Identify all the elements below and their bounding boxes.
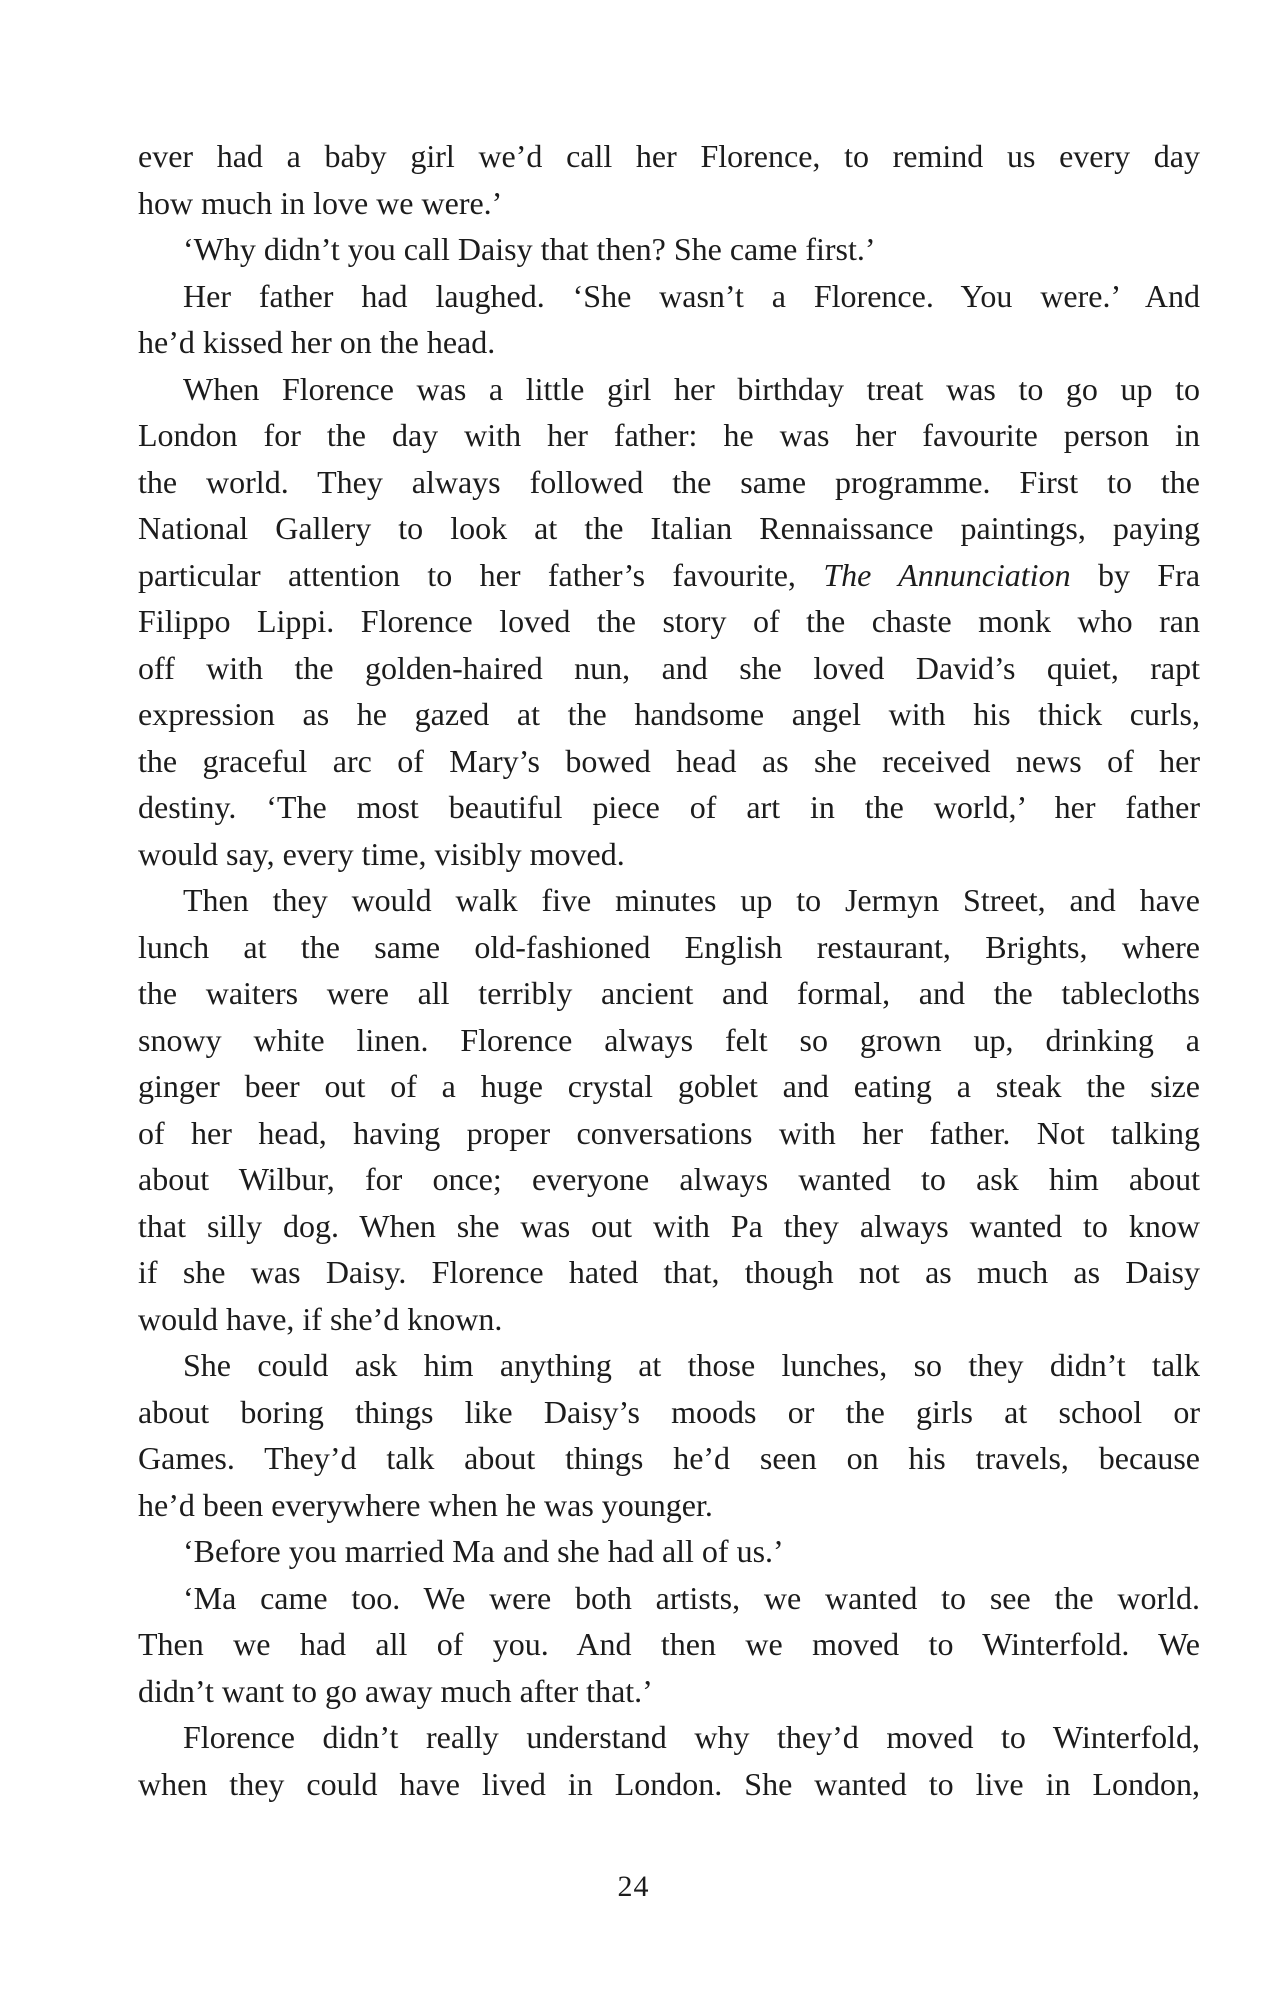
text-line: off with the golden-haired nun, and she loved David’s quiet, rapt bbox=[138, 649, 1200, 686]
text-line: he’d been everywhere when he was younger. bbox=[138, 1486, 713, 1523]
text-line: ginger beer out of a huge crystal goblet and eating a steak the size bbox=[138, 1068, 1200, 1104]
text-line: ‘Ma came too. We were both artists, we wanted to see the world. bbox=[183, 1579, 1200, 1616]
text-segment: by Fra bbox=[1070, 556, 1201, 593]
text-line: When Florence was a little girl her birthday treat was to go up to bbox=[183, 370, 1200, 407]
text-line: destiny. ‘The most beautiful piece of art in the world,’ her father bbox=[138, 789, 1200, 825]
text-line: She could ask him anything at those lunches, so they didn’t talk bbox=[183, 1347, 1200, 1383]
text-line: Then we had all of you. And then we moved to Winterfold. We bbox=[138, 1626, 1200, 1662]
text-line: Florence didn’t really understand why they’d moved to Winterfold, bbox=[183, 1719, 1200, 1755]
page-number: 24 bbox=[617, 1870, 650, 1903]
text-line bbox=[138, 552, 1200, 599]
text-line: he’d kissed her on the head. bbox=[138, 324, 496, 360]
text-line: London for the day with her father: he was her favourite person in bbox=[138, 417, 1200, 453]
text-line: Her father had laughed. ‘She wasn’t a Florence. You were.’ And bbox=[183, 277, 1200, 314]
body-text bbox=[138, 133, 1200, 1807]
text-line: snowy white linen. Florence always felt so grown up, drinking a bbox=[138, 1021, 1200, 1058]
text-line: how much in love we were.’ bbox=[138, 184, 503, 221]
text-line: ‘Before you married Ma and she had all of us.’ bbox=[183, 1533, 784, 1569]
text-line: about boring things like Daisy’s moods or the girls at school or bbox=[138, 1393, 1200, 1430]
text-line: if she was Daisy. Florence hated that, though not as much as Daisy bbox=[138, 1254, 1200, 1290]
text-line: the world. They always followed the same programme. First to the bbox=[138, 463, 1200, 500]
text-line: National Gallery to look at the Italian Rennaissance paintings, paying bbox=[138, 510, 1200, 546]
text-line: Filippo Lippi. Florence loved the story of the chaste monk who ran bbox=[138, 603, 1200, 639]
text-line: didn’t want to go away much after that.’ bbox=[138, 1672, 653, 1709]
text-line: ‘Why didn’t you call Daisy that then? She came first.’ bbox=[183, 231, 876, 267]
text-line: the graceful arc of Mary’s bowed head as she received news of her bbox=[138, 742, 1200, 779]
text-line: ever had a baby girl we’d call her Florence, to remind us every day bbox=[138, 138, 1200, 174]
italic-title: The Annunciation bbox=[823, 556, 1071, 593]
text-line: would have, if she’d known. bbox=[138, 1300, 503, 1337]
text-line: would say, every time, visibly moved. bbox=[138, 835, 625, 872]
text-line: expression as he gazed at the handsome angel with his thick curls, bbox=[138, 696, 1200, 732]
text-line: lunch at the same old-fashioned English restaurant, Brights, where bbox=[138, 928, 1200, 965]
text-line: Then they would walk five minutes up to Jermyn Street, and have bbox=[183, 882, 1200, 918]
text-line: the waiters were all terribly ancient and formal, and the tablecloths bbox=[138, 975, 1200, 1011]
text-line: when they could have lived in London. She wanted to live in London, bbox=[138, 1765, 1200, 1802]
text-line: Games. They’d talk about things he’d seen on his travels, because bbox=[138, 1440, 1200, 1476]
text-line: about Wilbur, for once; everyone always wanted to ask him about bbox=[138, 1161, 1200, 1197]
text-line: of her head, having proper conversations with her father. Not talking bbox=[138, 1114, 1200, 1151]
text-segment: particular attention to her father’s favourite, bbox=[138, 556, 824, 593]
text-line: that silly dog. When she was out with Pa they always wanted to know bbox=[138, 1207, 1200, 1244]
